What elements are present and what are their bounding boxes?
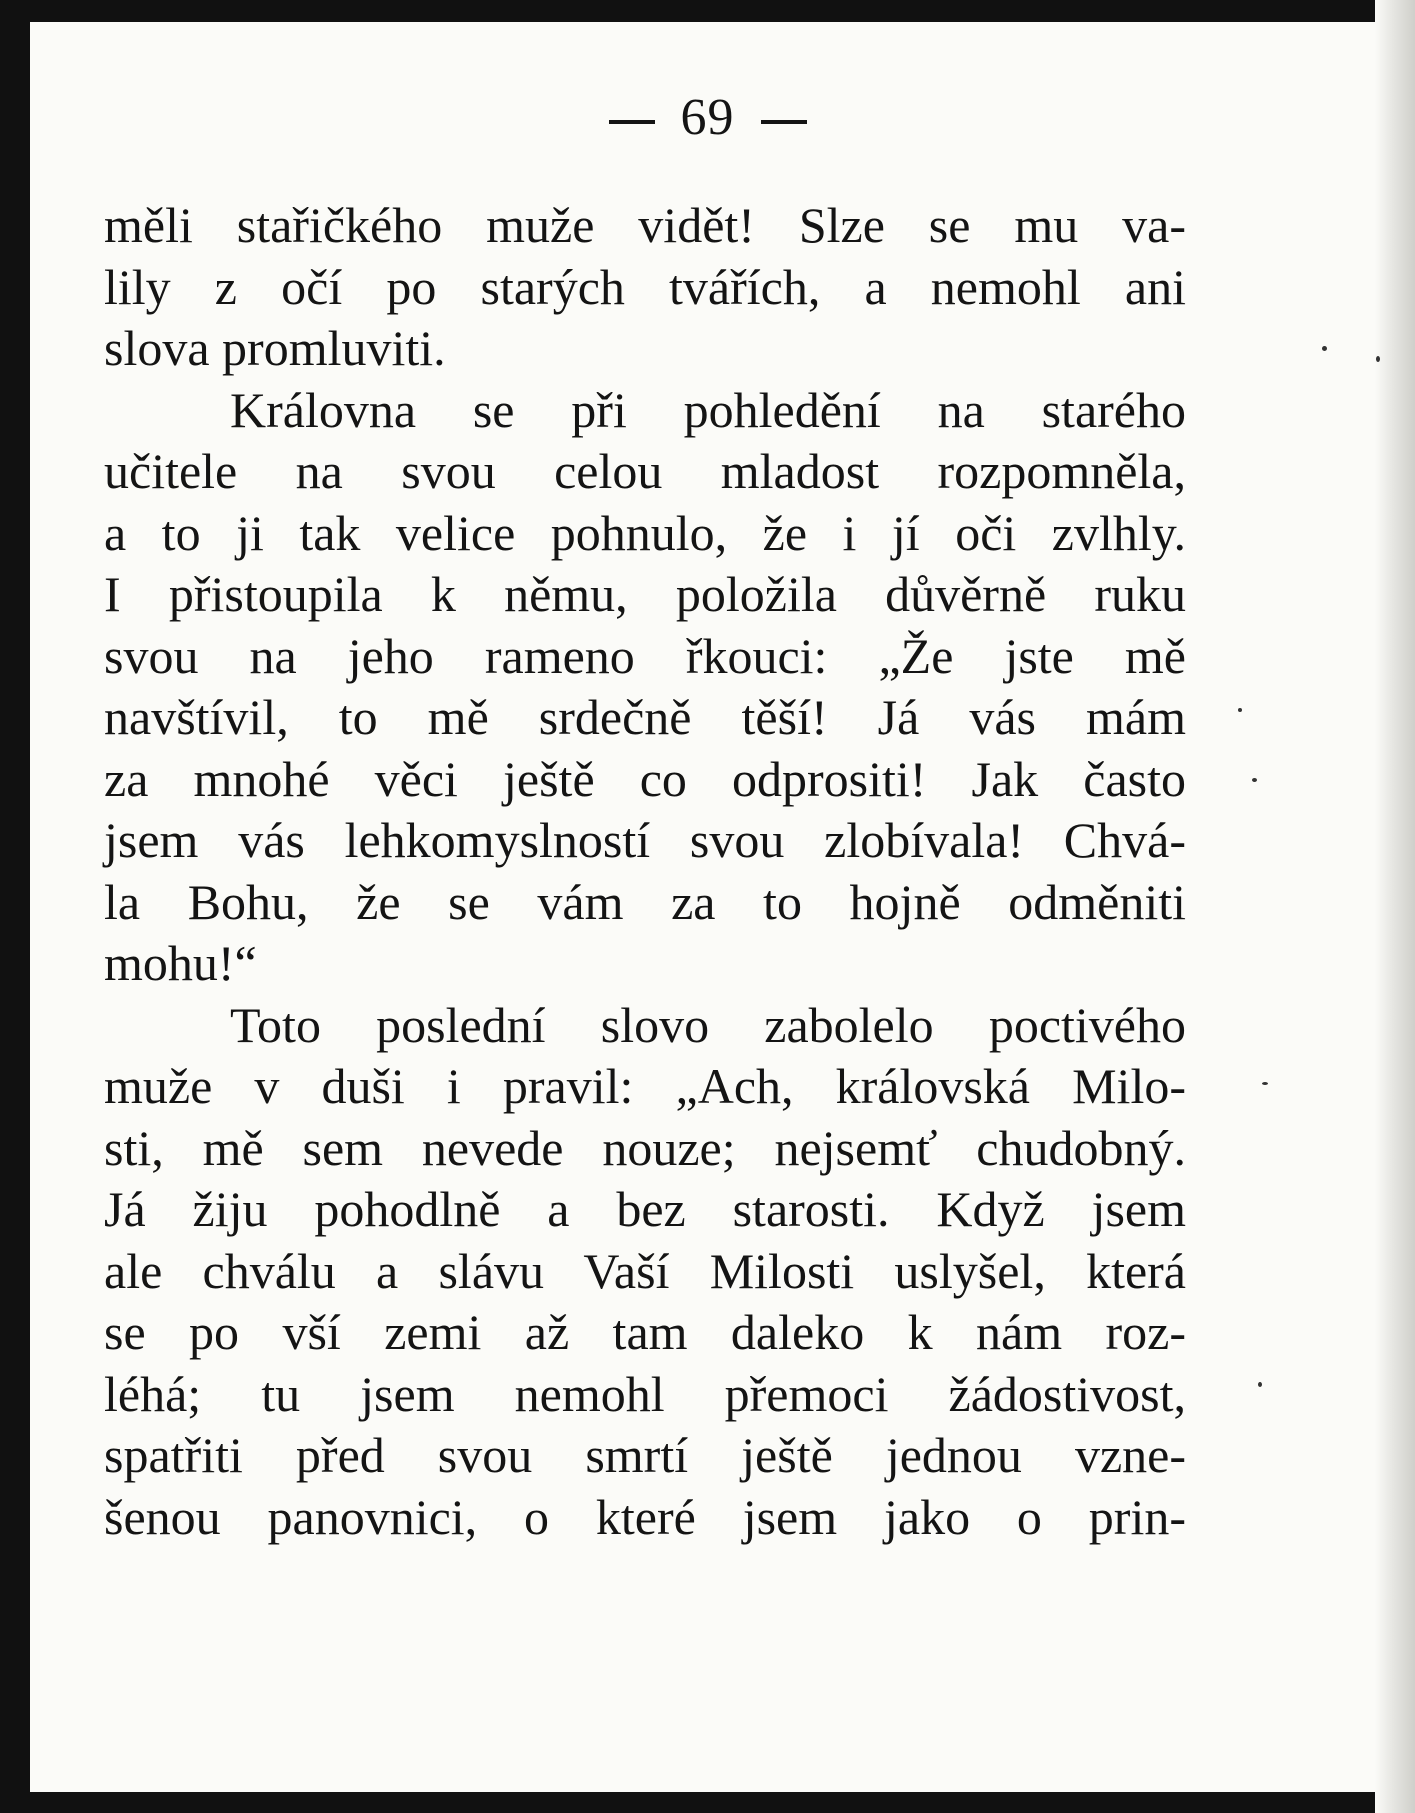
text-line: navštívil, to mě srdečně těší! Já vás mám: [104, 689, 1186, 745]
text-line: Toto poslední slovo zabolelo poctivého: [230, 996, 1186, 1053]
text-line: Královna se při pohledění na starého: [230, 381, 1186, 438]
page-number-header: [0, 88, 1415, 147]
body-text: [104, 195, 1186, 1548]
text-line: za mnohé věci ještě co odprositi! Jak často: [104, 750, 1186, 807]
text-line: svou na jeho rameno řkouci: „Že jste mě: [104, 627, 1186, 684]
text-line: šenou panovnici, o které jsem jako o prin-: [104, 1488, 1186, 1545]
text-line: léhá; tu jsem nemohl přemoci žádostivost,: [104, 1365, 1186, 1422]
text-line: spatřiti před svou smrtí ještě jednou vzne-: [104, 1427, 1186, 1483]
page-edge-shadow: [1375, 0, 1415, 1813]
text-line: lily z očí po starých tvářích, a nemohl ani: [104, 258, 1186, 315]
speck: [1322, 346, 1327, 351]
text-line: měli stařičkého muže vidět! Slze se mu va-: [104, 197, 1186, 253]
speck: [1262, 1082, 1268, 1085]
text-line: sti, mě sem nevede nouze; nejsemť chudobný.: [104, 1119, 1186, 1176]
text-line: I přistoupila k němu, položila důvěrně ruku: [104, 566, 1186, 622]
text-line: jsem vás lehkomyslností svou zlobívala! Chvá-: [104, 812, 1186, 868]
text-line: Já žiju pohodlně a bez starosti. Když jsem: [104, 1181, 1186, 1237]
text-line: se po vší zemi až tam daleko k nám roz-: [104, 1304, 1186, 1360]
speck: [1238, 708, 1242, 712]
text-line: učitele na svou celou mladost rozpomněla,: [104, 443, 1186, 499]
speck: [1258, 1382, 1262, 1387]
text-line: ale chválu a slávu Vaší Milosti uslyšel, která: [104, 1242, 1186, 1299]
text-line: a to ji tak velice pohnulo, že i jí oči zvlhly.: [104, 504, 1186, 561]
text-line: muže v duši i pravil: „Ach, královská Milo-: [104, 1058, 1186, 1114]
page-number: 69: [680, 89, 735, 146]
text-line: slova promluviti.: [104, 320, 446, 376]
dash-right: [761, 120, 807, 124]
speck: [1252, 778, 1257, 782]
dash-left: [609, 120, 655, 124]
speck: [1376, 356, 1380, 362]
text-line: la Bohu, že se vám za to hojně odměniti: [104, 873, 1186, 930]
text-line: mohu!“: [104, 935, 257, 991]
